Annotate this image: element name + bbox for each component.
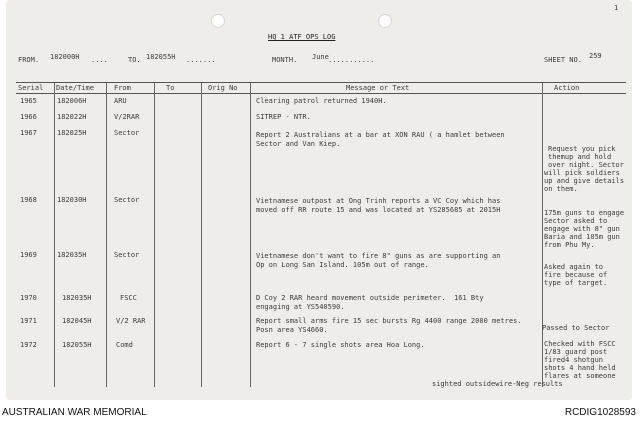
column-divider (106, 82, 107, 387)
row-action-line: Passed to Sector (542, 324, 610, 332)
row-from: Comd (116, 341, 133, 349)
col-header-action: Action (554, 84, 580, 92)
row-action-line: Baria and 105m gun (544, 233, 620, 241)
row-action-line: 175m guns to engage (544, 209, 625, 217)
row-action-line: sighted outsidewire-Neg results (432, 380, 563, 388)
table-top-rule (16, 82, 626, 83)
from-label: FROM. (18, 56, 40, 64)
to-label: TO. (128, 56, 141, 64)
row-message-line: moved off RR route 15 and was located at YS285685 at 2015H (256, 206, 501, 214)
row-action-line: Request you pick (548, 145, 616, 153)
to-dots: ....... (186, 56, 216, 64)
row-action-line: fire because of (544, 271, 608, 279)
row-action-line: type of target. (544, 279, 608, 287)
row-message-line: D Coy 2 RAR heard movement outside perimeter. 161 Bty (256, 294, 484, 302)
row-message-line: Vietnamese outpost at Ong Trinh reports a VC Coy which has (256, 197, 501, 205)
col-header-from: From (114, 84, 131, 92)
from-dots: .... (91, 56, 108, 64)
page-number: 1 (614, 4, 619, 12)
row-action-line: from Phu My. (544, 241, 595, 249)
row-action-line: Asked again to (544, 263, 604, 271)
row-message-line: Report 2 Australians at a bar at XON RAU ( a hamlet between (256, 131, 505, 139)
month-label: MONTH. (272, 56, 298, 64)
row-time: 182035H (57, 251, 87, 259)
row-from: V/2RAR (114, 113, 140, 121)
row-serial: 1968 (20, 196, 37, 204)
row-action-line: on them. (544, 185, 578, 193)
column-divider (54, 82, 55, 387)
row-message-line: Report small arms fire 15 sec bursts Rg 4400 range 2000 metres. (256, 317, 522, 325)
column-divider (154, 82, 155, 387)
row-message-line: Clearing patrol returned 1940H. (256, 97, 387, 105)
row-time: 182035H (62, 294, 92, 302)
row-action-line: 1/83 guard post (544, 348, 608, 356)
row-action-line: engage with 8" gun (544, 225, 620, 233)
row-serial: 1966 (20, 113, 37, 121)
row-action-line: Checked with FSCC (544, 340, 616, 348)
row-action-line: shots 4 hand held (544, 364, 616, 372)
row-action-line: fired4 shotgun (544, 356, 604, 364)
row-message-line: engaging at YS540590. (256, 303, 345, 311)
month-value: June (312, 53, 329, 61)
row-serial: 1972 (20, 341, 37, 349)
punch-hole (211, 14, 225, 28)
from-value: 182000H (50, 53, 80, 61)
log-sheet (6, 0, 632, 400)
row-time: 182055H (62, 341, 92, 349)
page-title: HQ 1 ATF OPS LOG (268, 33, 336, 41)
row-action-line: flares at someone (544, 372, 616, 380)
footer-source: AUSTRALIAN WAR MEMORIAL (2, 407, 147, 418)
column-divider (542, 82, 543, 387)
row-action-line: Sector asked to (544, 217, 608, 225)
row-from: V/2 RAR (116, 317, 146, 325)
row-from: ARU (114, 97, 127, 105)
row-action-line: will pick soldiers (544, 169, 620, 177)
row-message-line: Posn area YS4660. (256, 326, 328, 334)
row-time: 182025H (57, 129, 87, 137)
col-header-orig-no: Orig No (208, 84, 238, 92)
footer-catalog-id: RCDIG1028593 (564, 407, 636, 418)
col-header-to: To (166, 84, 175, 92)
column-divider (250, 82, 251, 387)
row-message-line: SITREP - NTR. (256, 113, 311, 121)
row-from: Sector (114, 196, 140, 204)
row-message-line: Op on Long San Island. 105m out of range. (256, 261, 429, 269)
table-header-rule (16, 93, 626, 94)
row-serial: 1969 (20, 251, 37, 259)
row-time: 182045H (62, 317, 92, 325)
row-from: FSCC (120, 294, 137, 302)
col-header-message: Message or Text (346, 84, 410, 92)
row-message-line: Sector and Van Kiep. (256, 140, 341, 148)
row-from: Sector (114, 129, 140, 137)
sheet-label: SHEET NO. (544, 56, 582, 64)
row-time: 182006H (57, 97, 87, 105)
row-from: Sector (114, 251, 140, 259)
row-message-line: Vietnamese don't want to fire 8" guns as are supporting an (256, 252, 501, 260)
row-time: 182022H (57, 113, 87, 121)
month-dots: ........... (328, 56, 375, 64)
row-action-line: over night. Sector (548, 161, 624, 169)
col-header-datetime: Date/Time (56, 84, 94, 92)
row-serial: 1971 (20, 317, 37, 325)
column-divider (201, 82, 202, 387)
row-time: 182030H (57, 196, 87, 204)
row-serial: 1967 (20, 129, 37, 137)
row-action-line: up and give details (544, 177, 625, 185)
sheet-value: 259 (589, 52, 602, 60)
to-value: 182055H (146, 53, 176, 61)
row-serial: 1970 (20, 294, 37, 302)
punch-hole (378, 14, 392, 28)
row-action-line: themup and hold (548, 153, 612, 161)
col-header-serial: Serial (18, 84, 44, 92)
row-serial: 1965 (20, 97, 37, 105)
row-message-line: Report 6 - 7 single shots area Hoa Long. (256, 341, 425, 349)
